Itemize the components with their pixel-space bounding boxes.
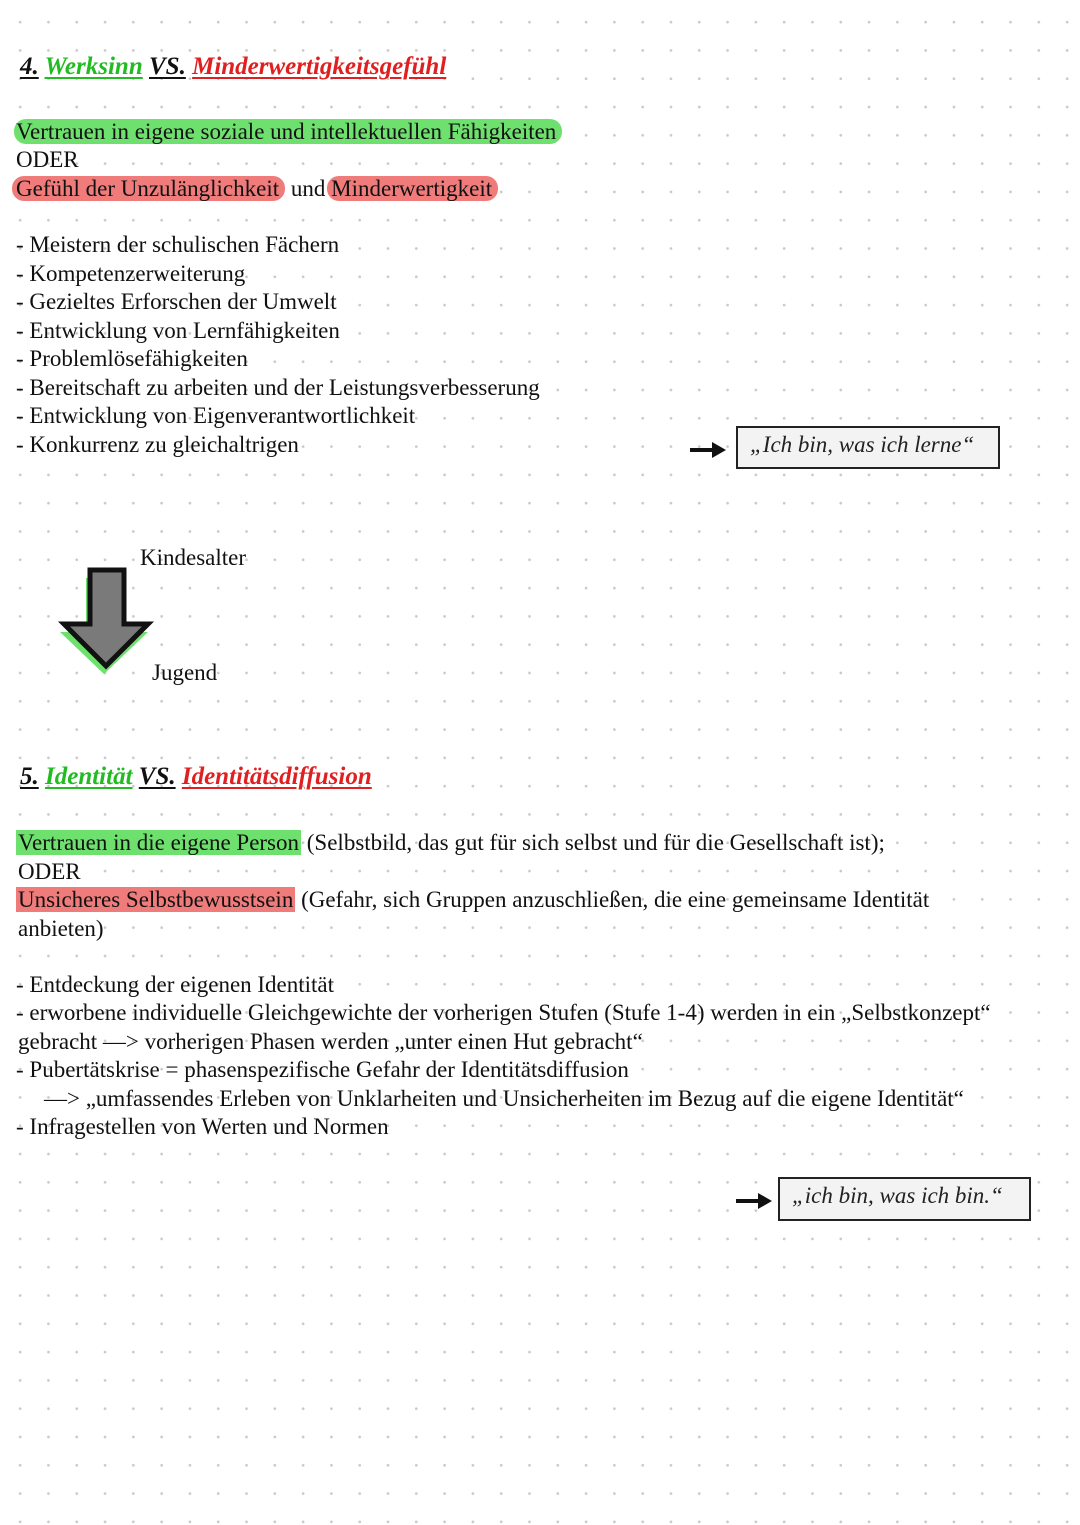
- list-item: - Entwicklung von Eigenverantwortlichkeit: [16, 403, 416, 428]
- section5-line: —> „umfassendes Erleben von Unklarheiten und Unsicherheiten im Bezug auf die eigene Identität“: [44, 1086, 964, 1111]
- section5-line: gebracht —> vorherigen Phasen werden „unter einen Hut gebracht“: [18, 1029, 643, 1054]
- section4-heading: [20, 53, 446, 81]
- section4-positive-statement: Vertrauen in eigene soziale und intellektuellen Fähigkeiten: [16, 118, 562, 147]
- section4-positive-title: Werksinn: [44, 53, 143, 80]
- section5-line: - Infragestellen von Werten und Normen: [16, 1114, 389, 1139]
- list-item: - Meistern der schulischen Fächern: [16, 232, 340, 257]
- transition-to-label: Jugend: [152, 660, 218, 685]
- section5-number: 5.: [20, 763, 39, 790]
- section4-bullet-list: [16, 231, 540, 459]
- down-arrow-icon: [56, 566, 156, 679]
- list-item: - Bereitschaft zu arbeiten und der Leistungsverbesserung: [16, 374, 540, 400]
- section4-quote-box: [736, 426, 1000, 469]
- right-arrow-icon: [734, 1191, 774, 1211]
- section5-negative-statement-cont: anbieten): [18, 916, 104, 941]
- section4-or: ODER: [16, 147, 79, 172]
- section5-quote-box: [778, 1177, 1031, 1221]
- section5-positive-title: Identität: [45, 763, 133, 790]
- section5-line: - Pubertätskrise = phasenspezifische Gefahr der Identitätsdiffusion: [16, 1057, 629, 1082]
- list-item: - Problemlösefähigkeiten: [16, 346, 248, 371]
- section4-vs: VS.: [149, 53, 186, 80]
- transition-from-label: Kindesalter: [140, 545, 247, 570]
- list-item: - Konkurrenz zu gleichaltrigen: [16, 431, 299, 457]
- section4-number: 4.: [20, 53, 39, 80]
- section5-quote: „ich bin, was ich bin.“: [792, 1183, 1003, 1208]
- section5-negative-statement: Unsicheres Selbstbewusstsein (Gefahr, sich Gruppen anzuschließen, die eine gemeinsame Identität: [18, 887, 930, 912]
- right-arrow-icon: [688, 440, 728, 460]
- list-item: - Kompetenzerweiterung: [16, 260, 246, 286]
- section4-negative-statement: Gefühl der Unzulänglichkeit und Minderwertigkeit: [16, 175, 498, 204]
- section5-line: - Entdeckung der eigenen Identität: [16, 972, 335, 997]
- section5-negative-title: Identitätsdiffusion: [181, 763, 372, 790]
- section4-negative-title: Minderwertigkeitsgefühl: [192, 53, 447, 80]
- section5-line: - erworbene individuelle Gleichgewichte der vorherigen Stufen (Stufe 1-4) werden in ein „Selbstkonzept“: [16, 1000, 991, 1025]
- list-item: - Entwicklung von Lernfähigkeiten: [16, 317, 340, 343]
- section5-vs: VS.: [138, 763, 176, 790]
- list-item: - Gezieltes Erforschen der Umwelt: [16, 289, 337, 314]
- section5-or: ODER: [18, 859, 81, 884]
- section5-positive-statement: Vertrauen in die eigene Person (Selbstbild, das gut für sich selbst und für die Gesellschaft ist);: [18, 830, 885, 855]
- section4-quote: „Ich bin, was ich lerne“: [750, 432, 975, 457]
- section5-heading: [20, 763, 372, 791]
